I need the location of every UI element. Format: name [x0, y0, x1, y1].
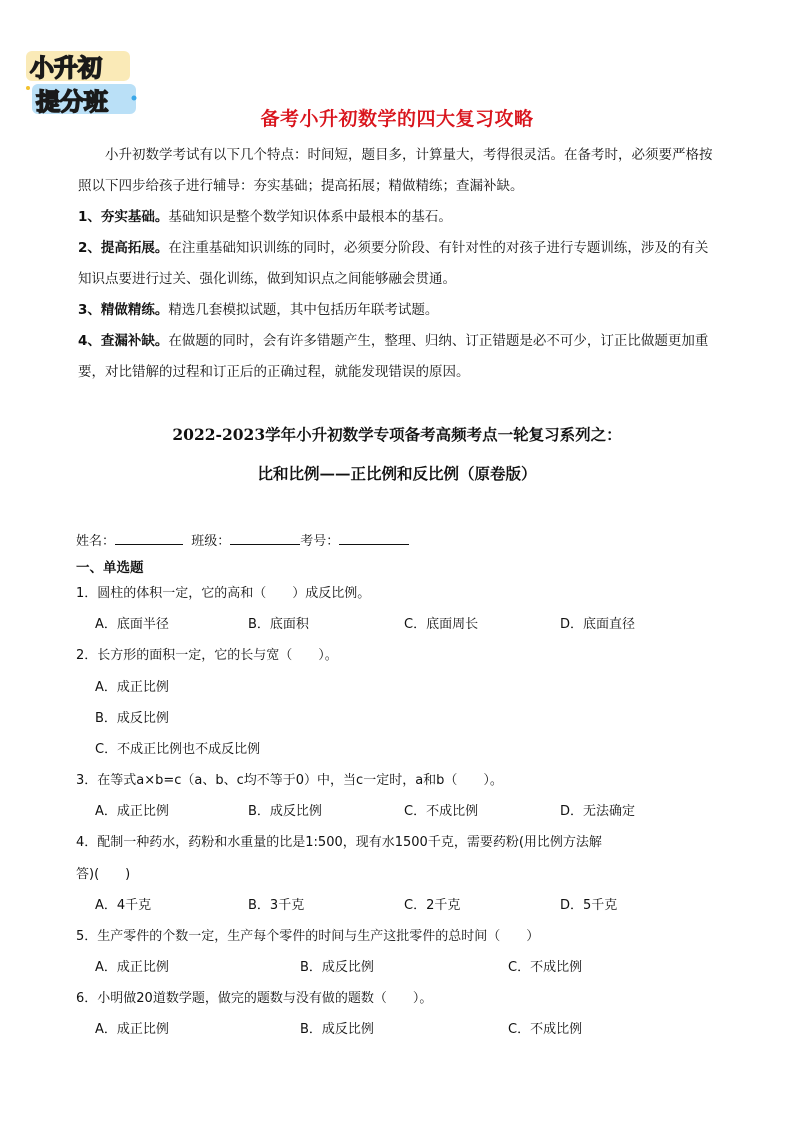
class-blank[interactable] — [230, 531, 300, 545]
q5-option-b[interactable]: B．成反比例 — [300, 960, 374, 975]
q4-option-a[interactable]: A．4千克 — [95, 898, 152, 913]
name-label: 姓名： — [76, 534, 116, 549]
q3-option-c[interactable]: C．不成比例 — [404, 804, 479, 819]
question-2: 2．长方形的面积一定，它的长与宽（ ）。 — [76, 648, 338, 663]
q4-option-c[interactable]: C．2千克 — [404, 898, 461, 913]
section-heading: 一、单选题 — [76, 560, 144, 576]
number-label: 考号： — [300, 534, 340, 549]
number-blank[interactable] — [339, 531, 409, 545]
question-3: 3．在等式a×b=c（a、b、c均不等于0）中，当c一定时，a和b（ ）。 — [76, 773, 503, 788]
question-5: 5．生产零件的个数一定，生产每个零件的时间与生产这批零件的总时间（ ） — [76, 929, 540, 944]
tip-4-label: 4、查漏补缺。 — [78, 333, 169, 349]
q5-option-c[interactable]: C．不成比例 — [508, 960, 583, 975]
student-info — [76, 530, 409, 549]
tip-3-text: 精选几套模拟试题，其中包括历年联考试题。 — [168, 302, 439, 318]
tip-4 — [78, 326, 718, 388]
q5-option-a[interactable]: A．成正比例 — [95, 960, 169, 975]
q6-option-c[interactable]: C．不成比例 — [508, 1022, 583, 1037]
logo-line2: 提分班 — [36, 88, 108, 116]
q1-option-a[interactable]: A．底面半径 — [95, 617, 169, 632]
tip-1-text: 基础知识是整个数学知识体系中最根本的基石。 — [168, 209, 452, 225]
q6-option-b[interactable]: B．成反比例 — [300, 1022, 374, 1037]
q2-option-b[interactable]: B．成反比例 — [95, 711, 169, 726]
tip-3-label: 3、精做精练。 — [78, 302, 169, 318]
tip-4-text: 在做题的同时，会有许多错题产生，整理、归纳、订正错题是必不可少，订正比做题更加重要，对比错解的过程和订正后的正确过程，就能发现错误的原因。 — [78, 333, 709, 380]
q2-option-c[interactable]: C．不成正比例也不成反比例 — [95, 742, 261, 757]
logo-line1: 小升初 — [30, 54, 102, 82]
tip-2-text: 在注重基础知识训练的同时，必须要分阶段、有针对性的对孩子进行专题训练，涉及的有关知识点要进行过关、强化训练，做到知识点之间能够融会贯通。 — [78, 240, 709, 287]
q4-option-b[interactable]: B．3千克 — [248, 898, 305, 913]
q4-option-d[interactable]: D．5千克 — [560, 898, 618, 913]
intro-paragraph: 小升初数学考试有以下几个特点：时间短，题目多，计算量大，考得很灵活。在备考时，必须要严格按照以下四步给孩子进行辅导：夯实基础；提高拓展；精做精练；查漏补缺。 — [78, 147, 713, 194]
question-4: 4．配制一种药水，药粉和水重量的比是1:500，现有水1500千克，需要药粉(用比例方法解 — [76, 835, 602, 850]
paper-title: 比和比例——正比例和反比例（原卷版） — [257, 464, 537, 483]
tip-1-label: 1、夯实基础。 — [78, 209, 169, 225]
question-1: 1．圆柱的体积一定，它的高和（ ）成反比例。 — [76, 586, 371, 601]
q1-option-b[interactable]: B．底面积 — [248, 617, 309, 632]
class-label: 班级： — [191, 534, 231, 549]
q3-option-b[interactable]: B．成反比例 — [248, 804, 322, 819]
q3-option-a[interactable]: A．成正比例 — [95, 804, 169, 819]
name-blank[interactable] — [115, 531, 183, 545]
q2-option-a[interactable]: A．成正比例 — [95, 680, 169, 695]
tip-3 — [78, 295, 718, 326]
q3-option-d[interactable]: D．无法确定 — [560, 804, 636, 819]
q1-option-d[interactable]: D．底面直径 — [560, 617, 636, 632]
series-title: 2022-2023学年小升初数学专项备考高频考点一轮复习系列之： — [172, 425, 622, 444]
q6-option-a[interactable]: A．成正比例 — [95, 1022, 169, 1037]
tip-1 — [78, 202, 718, 233]
tip-2-label: 2、提高拓展。 — [78, 240, 169, 256]
tip-2 — [78, 233, 718, 295]
q1-option-c[interactable]: C．底面周长 — [404, 617, 479, 632]
page-title: 备考小升初数学的四大复习攻略 — [260, 108, 534, 130]
question-4-continued: 答)( ) — [76, 867, 131, 882]
question-6: 6．小明做20道数学题，做完的题数与没有做的题数（ ）。 — [76, 991, 433, 1006]
